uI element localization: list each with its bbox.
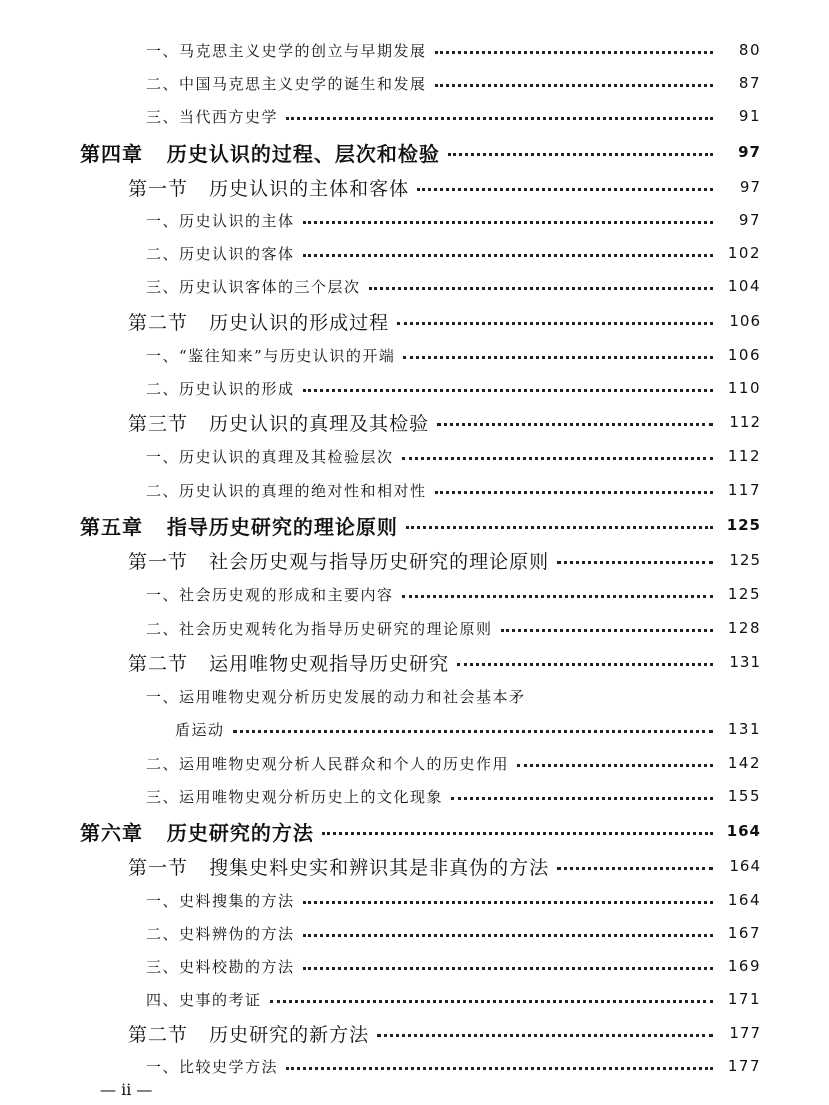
toc-section[interactable] <box>0 1018 829 1048</box>
toc-entry[interactable] <box>0 35 829 65</box>
toc-entry[interactable] <box>0 613 829 643</box>
dot-leader <box>406 526 713 529</box>
dot-leader <box>402 457 713 460</box>
dot-leader <box>303 901 713 904</box>
toc-entry[interactable] <box>0 238 829 268</box>
toc-entry-page: 164 <box>729 857 761 875</box>
toc-entry-page: 169 <box>727 957 761 975</box>
toc-entry-title: 三、当代西方史学 <box>146 107 279 126</box>
dot-leader <box>397 322 713 325</box>
toc-entry-page: 97 <box>738 211 761 229</box>
toc-entry-page: 125 <box>727 585 761 603</box>
toc-entry[interactable] <box>0 205 829 235</box>
toc-entry-title: 一、运用唯物史观分析历史发展的动力和社会基本矛 <box>146 687 526 706</box>
toc-entry[interactable] <box>0 951 829 981</box>
toc-entry-title: 一、马克思主义史学的创立与早期发展 <box>146 41 427 60</box>
dot-leader <box>557 561 713 564</box>
toc-entry[interactable] <box>0 271 829 301</box>
dot-leader <box>435 491 713 494</box>
toc-entry-title: 二、社会历史观转化为指导历史研究的理论原则 <box>146 619 493 638</box>
toc-entry-page: 142 <box>727 754 761 772</box>
toc-entry[interactable] <box>0 68 829 98</box>
toc-entry-title: 三、历史认识客体的三个层次 <box>146 277 361 296</box>
dot-leader <box>286 117 713 120</box>
toc-entry-page: 112 <box>729 413 761 431</box>
dot-leader <box>286 1067 713 1070</box>
dot-leader <box>557 867 713 870</box>
toc-entry[interactable] <box>0 340 829 370</box>
dot-leader <box>369 287 713 290</box>
toc-chapter[interactable] <box>0 510 829 540</box>
dot-leader <box>437 423 713 426</box>
dot-leader <box>270 1000 713 1003</box>
dot-leader <box>377 1034 713 1037</box>
toc-entry-title: 第一节 搜集史料史实和辨识其是非真伪的方法 <box>128 856 550 879</box>
toc-entry[interactable] <box>0 748 829 778</box>
toc-entry-title: 二、历史认识的客体 <box>146 244 295 263</box>
toc-entry[interactable] <box>0 475 829 505</box>
dot-leader <box>303 254 713 257</box>
toc-entry-title: 第二节 运用唯物史观指导历史研究 <box>128 652 450 675</box>
dot-leader <box>322 832 713 835</box>
toc-entry-page: 171 <box>727 990 761 1008</box>
toc-chapter[interactable] <box>0 137 829 167</box>
toc-entry-page: 164 <box>726 822 761 840</box>
toc-entry[interactable] <box>0 1051 829 1081</box>
toc-entry-title: 第一节 社会历史观与指导历史研究的理论原则 <box>128 550 550 573</box>
toc-section[interactable] <box>0 172 829 202</box>
toc-entry-page: 87 <box>738 74 761 92</box>
toc-entry-title: 三、史料校勘的方法 <box>146 957 295 976</box>
toc-entry-page: 80 <box>738 41 761 59</box>
toc-entry-page: 106 <box>729 312 761 330</box>
toc-entry[interactable] <box>0 885 829 915</box>
toc-entry-page: 91 <box>738 107 761 125</box>
toc-entry-title: 一、史料搜集的方法 <box>146 891 295 910</box>
toc-entry-title: 一、历史认识的主体 <box>146 211 295 230</box>
toc-entry-title: 盾运动 <box>175 720 225 739</box>
toc-entry-title: 第二节 历史研究的新方法 <box>128 1023 370 1046</box>
toc-entry[interactable] <box>0 579 829 609</box>
toc-section[interactable] <box>0 306 829 336</box>
toc-entry-page: 104 <box>727 277 761 295</box>
toc-entry-page: 164 <box>727 891 761 909</box>
toc-entry-title: 第一节 历史认识的主体和客体 <box>128 177 410 200</box>
page-number-footer: — ii — <box>100 1080 153 1099</box>
toc-section[interactable] <box>0 545 829 575</box>
dot-leader <box>303 967 713 970</box>
dot-leader <box>448 153 713 156</box>
toc-entry-page: 177 <box>729 1024 761 1042</box>
toc-chapter[interactable] <box>0 816 829 846</box>
toc-entry[interactable] <box>0 373 829 403</box>
toc-entry[interactable] <box>0 984 829 1014</box>
toc-entry-page: 167 <box>727 924 761 942</box>
toc-entry-page: 112 <box>727 447 761 465</box>
dot-leader <box>451 797 713 800</box>
toc-entry-page: 128 <box>727 619 761 637</box>
toc-section[interactable] <box>0 407 829 437</box>
toc-entry-page: 110 <box>727 379 761 397</box>
toc-section[interactable] <box>0 851 829 881</box>
toc-entry-title: 二、中国马克思主义史学的诞生和发展 <box>146 74 427 93</box>
toc-entry-page: 97 <box>739 178 761 196</box>
toc-entry-title: 一、“鉴往知来”与历史认识的开端 <box>146 346 396 365</box>
toc-entry[interactable] <box>0 781 829 811</box>
toc-entry-title: 第六章 历史研究的方法 <box>80 820 314 845</box>
toc-section[interactable] <box>0 647 829 677</box>
toc-entry-page: 97 <box>738 143 761 161</box>
toc-entry-title: 三、运用唯物史观分析历史上的文化现象 <box>146 787 444 806</box>
toc-entry-page: 125 <box>726 516 761 534</box>
toc-entry-page: 106 <box>727 346 761 364</box>
dot-leader <box>517 764 713 767</box>
dot-leader <box>402 595 713 598</box>
toc-entry-title: 一、历史认识的真理及其检验层次 <box>146 447 394 466</box>
dot-leader <box>435 51 713 54</box>
toc-entry-page: 125 <box>729 551 761 569</box>
toc-entry-title: 第三节 历史认识的真理及其检验 <box>128 412 430 435</box>
toc-entry-continued[interactable] <box>0 714 829 744</box>
toc-entry-title: 二、历史认识的形成 <box>146 379 295 398</box>
toc-entry-title: 四、史事的考证 <box>146 990 262 1009</box>
toc-entry-title: 二、历史认识的真理的绝对性和相对性 <box>146 481 427 500</box>
toc-entry-page: 177 <box>727 1057 761 1075</box>
toc-entry[interactable] <box>0 441 829 471</box>
toc-entry[interactable] <box>0 918 829 948</box>
dot-leader <box>403 356 713 359</box>
toc-entry-title: 二、史料辨伪的方法 <box>146 924 295 943</box>
dot-leader <box>303 934 713 937</box>
dot-leader <box>233 730 713 733</box>
toc-entry-title: 第四章 历史认识的过程、层次和检验 <box>80 141 440 166</box>
toc-entry[interactable] <box>0 681 829 711</box>
dot-leader <box>457 663 713 666</box>
toc-entry-page: 131 <box>729 653 761 671</box>
toc-entry-page: 102 <box>727 244 761 262</box>
dot-leader <box>435 84 713 87</box>
toc-entry-page: 155 <box>727 787 761 805</box>
toc-entry-page: 117 <box>727 481 761 499</box>
toc-entry-page: 131 <box>727 720 761 738</box>
dot-leader <box>303 389 713 392</box>
toc-entry-title: 一、比较史学方法 <box>146 1057 279 1076</box>
toc-entry-title: 第五章 指导历史研究的理论原则 <box>80 514 398 539</box>
toc-entry-title: 一、社会历史观的形成和主要内容 <box>146 585 394 604</box>
toc-entry-title: 二、运用唯物史观分析人民群众和个人的历史作用 <box>146 754 510 773</box>
dot-leader <box>417 188 713 191</box>
toc-entry[interactable] <box>0 101 829 131</box>
dot-leader <box>303 221 713 224</box>
toc-entry-title: 第二节 历史认识的形成过程 <box>128 311 390 334</box>
dot-leader <box>501 629 713 632</box>
